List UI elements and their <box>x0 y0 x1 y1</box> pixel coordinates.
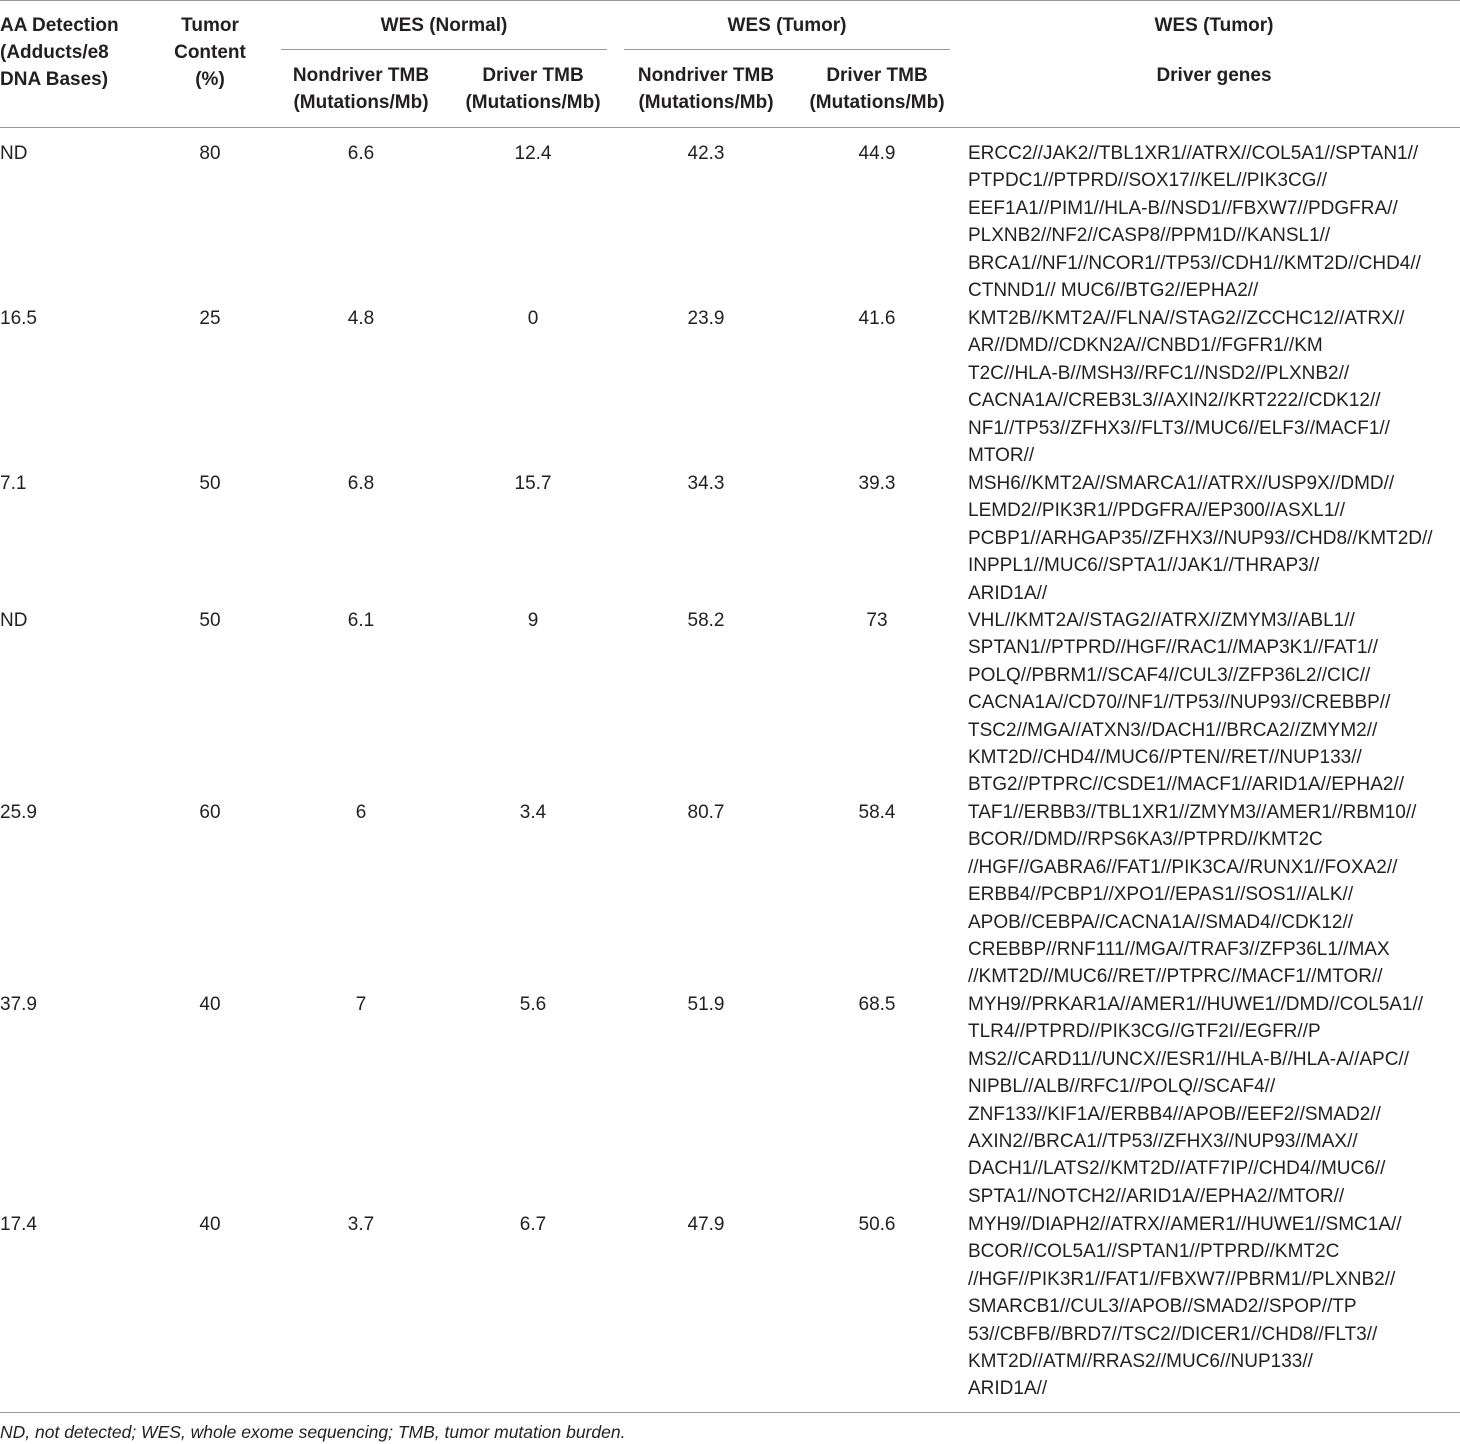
gene-line: TSC2//MGA//ATXN3//DACH1//BRCA2//ZMYM2// <box>968 719 1378 741</box>
cell-driver-genes <box>968 991 1460 1210</box>
gene-line: TAF1//ERBB3//TBL1XR1//ZMYM3//AMER1//RBM10// <box>968 802 1417 823</box>
cell-tumor-content: 25 <box>199 308 221 329</box>
gene-line: APOB//CEBPA//CACNA1A//SMAD4//CDK12// <box>968 911 1354 933</box>
gene-line: 53//CBFB//BRD7//TSC2//DICER1//CHD8//FLT3// <box>968 1323 1378 1345</box>
cell-normal-nondriver-tmb: 7 <box>355 994 367 1015</box>
gene-line: MTOR// <box>968 445 1035 467</box>
group-rule-normal <box>281 49 607 50</box>
gene-line: BCOR//COL5A1//SPTAN1//PTPRD//KMT2C <box>968 1241 1340 1263</box>
table-top-rule <box>0 0 1460 1</box>
cell-normal-driver-tmb: 3.4 <box>519 802 547 823</box>
gene-line: ARID1A// <box>968 582 1048 604</box>
gene-line: BRCA1//NF1//NCOR1//TP53//CDH1//KMT2D//CHD4// <box>968 252 1421 274</box>
cell-aa-detection: ND <box>0 143 28 164</box>
cell-tumor-nondriver-tmb: 58.2 <box>687 610 725 631</box>
cell-tumor-content: 80 <box>199 143 221 164</box>
cell-tumor-nondriver-tmb: 23.9 <box>687 308 725 329</box>
gene-line: ARID1A// <box>968 1378 1048 1400</box>
gene-line: T2C//HLA-B//MSH3//RFC1//NSD2//PLXNB2// <box>968 362 1350 384</box>
gene-line: SMARCB1//CUL3//APOB//SMAD2//SPOP//TP <box>968 1296 1357 1318</box>
table-footnote: ND, not detected; WES, whole exome sequencing; TMB, tumor mutation burden. <box>0 1422 626 1442</box>
cell-aa-detection: 25.9 <box>0 802 37 823</box>
header-bottom-rule <box>0 127 1460 128</box>
gene-line: CACNA1A//CREB3L3//AXIN2//KRT222//CDK12// <box>968 390 1381 412</box>
group-rule-tumor <box>624 49 950 50</box>
gene-line: AR//DMD//CDKN2A//CNBD1//FGFR1//KM <box>968 335 1323 357</box>
gene-line: KMT2B//KMT2A//FLNA//STAG2//ZCCHC12//ATRX// <box>968 308 1405 329</box>
cell-normal-driver-tmb: 5.6 <box>519 994 547 1015</box>
cell-aa-detection: 16.5 <box>0 308 37 329</box>
cell-tumor-content: 60 <box>199 802 221 823</box>
cell-normal-driver-tmb: 6.7 <box>519 1214 547 1235</box>
cell-tumor-nondriver-tmb: 47.9 <box>687 1214 725 1235</box>
cell-tumor-driver-tmb: 44.9 <box>858 143 896 164</box>
cell-normal-driver-tmb: 12.4 <box>514 143 552 164</box>
gene-line: ERCC2//JAK2//TBL1XR1//ATRX//COL5A1//SPTAN1// <box>968 143 1419 164</box>
gene-line: MYH9//DIAPH2//ATRX//AMER1//HUWE1//SMC1A// <box>968 1214 1402 1235</box>
cell-tumor-content: 50 <box>199 610 221 631</box>
gene-line: SPTA1//NOTCH2//ARID1A//EPHA2//MTOR// <box>968 1185 1345 1207</box>
cell-aa-detection: ND <box>0 610 28 631</box>
gene-line: INPPL1//MUC6//SPTA1//JAK1//THRAP3// <box>968 555 1320 577</box>
gene-line: CTNND1// MUC6//BTG2//EPHA2// <box>968 280 1259 302</box>
cell-normal-driver-tmb: 9 <box>527 610 539 631</box>
gene-line: LEMD2//PIK3R1//PDGFRA//EP300//ASXL1// <box>968 500 1345 522</box>
gene-line: VHL//KMT2A//STAG2//ATRX//ZMYM3//ABL1// <box>968 610 1355 631</box>
gene-line: SPTAN1//PTPRD//HGF//RAC1//MAP3K1//FAT1// <box>968 637 1379 659</box>
cell-normal-nondriver-tmb: 6.6 <box>347 143 375 164</box>
gene-line: BTG2//PTPRC//CSDE1//MACF1//ARID1A//EPHA2// <box>968 774 1405 796</box>
cell-aa-detection: 17.4 <box>0 1214 37 1235</box>
gene-line: //KMT2D//MUC6//RET//PTPRC//MACF1//MTOR// <box>968 966 1383 988</box>
gene-line: EEF1A1//PIM1//HLA-B//NSD1//FBXW7//PDGFRA// <box>968 197 1398 219</box>
cell-tumor-driver-tmb: 73 <box>866 610 888 631</box>
cell-normal-driver-tmb: 15.7 <box>514 473 552 494</box>
cell-normal-nondriver-tmb: 6 <box>355 802 367 823</box>
cell-tumor-content: 40 <box>199 1214 221 1235</box>
header-group-wes-tumor-genes: WES (Tumor) <box>1154 15 1274 36</box>
gene-line: MSH6//KMT2A//SMARCA1//ATRX//USP9X//DMD// <box>968 473 1395 494</box>
header-group-wes-normal: WES (Normal) <box>380 15 508 36</box>
gene-line: PCBP1//ARHGAP35//ZFHX3//NUP93//CHD8//KMT2D// <box>968 527 1433 549</box>
gene-line: CACNA1A//CD70//NF1//TP53//NUP93//CREBBP// <box>968 692 1391 714</box>
cell-driver-genes <box>968 607 1460 799</box>
header-driver-genes: Driver genes <box>1156 65 1272 86</box>
cell-tumor-driver-tmb: 68.5 <box>858 994 896 1015</box>
cell-driver-genes <box>968 140 1460 304</box>
cell-tumor-driver-tmb: 58.4 <box>858 802 896 823</box>
cell-normal-nondriver-tmb: 3.7 <box>347 1214 375 1235</box>
gene-line: NIPBL//ALB//RFC1//POLQ//SCAF4// <box>968 1076 1276 1098</box>
header-group-wes-tumor: WES (Tumor) <box>727 15 847 36</box>
header-aa-detection: AA Detection (Adducts/e8 DNA Bases) <box>0 15 119 90</box>
cell-tumor-nondriver-tmb: 34.3 <box>687 473 725 494</box>
gene-line: ZNF133//KIF1A//ERBB4//APOB//EEF2//SMAD2// <box>968 1103 1381 1125</box>
header-normal-driver-tmb: Driver TMB (Mutations/Mb) <box>465 65 601 113</box>
header-normal-nondriver-tmb: Nondriver TMB (Mutations/Mb) <box>292 65 430 113</box>
cell-driver-genes <box>968 470 1460 607</box>
gene-line: KMT2D//ATM//RRAS2//MUC6//NUP133// <box>968 1351 1313 1373</box>
gene-line: MS2//CARD11//UNCX//ESR1//HLA-B//HLA-A//APC// <box>968 1048 1409 1070</box>
cell-tumor-nondriver-tmb: 80.7 <box>687 802 725 823</box>
cell-driver-genes <box>968 1211 1460 1403</box>
gene-line: //HGF//GABRA6//FAT1//PIK3CA//RUNX1//FOXA2// <box>968 856 1398 878</box>
cell-normal-nondriver-tmb: 6.8 <box>347 473 375 494</box>
cell-tumor-content: 40 <box>199 994 221 1015</box>
cell-tumor-driver-tmb: 41.6 <box>858 308 896 329</box>
gene-line: AXIN2//BRCA1//TP53//ZFHX3//NUP93//MAX// <box>968 1131 1358 1153</box>
gene-line: PTPDC1//PTPRD//SOX17//KEL//PIK3CG// <box>968 170 1328 192</box>
cell-tumor-driver-tmb: 50.6 <box>858 1214 896 1235</box>
cell-aa-detection: 37.9 <box>0 994 37 1015</box>
cell-tumor-nondriver-tmb: 42.3 <box>687 143 725 164</box>
cell-tumor-driver-tmb: 39.3 <box>858 473 896 494</box>
cell-driver-genes <box>968 305 1460 469</box>
header-tumor-nondriver-tmb: Nondriver TMB (Mutations/Mb) <box>637 65 775 113</box>
table-bottom-rule <box>0 1412 1460 1413</box>
cell-tumor-content: 50 <box>199 473 221 494</box>
header-tumor-driver-tmb: Driver TMB (Mutations/Mb) <box>809 65 945 113</box>
cell-normal-nondriver-tmb: 6.1 <box>347 610 375 631</box>
gene-line: DACH1//LATS2//KMT2D//ATF7IP//CHD4//MUC6// <box>968 1158 1386 1180</box>
gene-line: BCOR//DMD//RPS6KA3//PTPRD//KMT2C <box>968 829 1323 851</box>
gene-line: PLXNB2//NF2//CASP8//PPM1D//KANSL1// <box>968 225 1331 247</box>
header-tumor-content: Tumor Content (%) <box>174 15 246 90</box>
cell-normal-nondriver-tmb: 4.8 <box>347 308 375 329</box>
gene-line: MYH9//PRKAR1A//AMER1//HUWE1//DMD//COL5A1// <box>968 994 1424 1015</box>
cell-driver-genes <box>968 799 1460 991</box>
cell-aa-detection: 7.1 <box>0 473 27 494</box>
gene-line: TLR4//PTPRD//PIK3CG//GTF2I//EGFR//P <box>968 1021 1321 1043</box>
gene-line: POLQ//PBRM1//SCAF4//CUL3//ZFP36L2//CIC// <box>968 664 1371 686</box>
gene-line: ERBB4//PCBP1//XPO1//EPAS1//SOS1//ALK// <box>968 884 1354 906</box>
gene-line: KMT2D//CHD4//MUC6//PTEN//RET//NUP133// <box>968 747 1362 769</box>
gene-line: CREBBP//RNF111//MGA//TRAF3//ZFP36L1//MAX <box>968 939 1390 961</box>
cell-normal-driver-tmb: 0 <box>527 308 539 329</box>
gene-line: //HGF//PIK3R1//FAT1//FBXW7//PBRM1//PLXNB2// <box>968 1268 1396 1290</box>
cell-tumor-nondriver-tmb: 51.9 <box>687 994 725 1015</box>
gene-line: NF1//TP53//ZFHX3//FLT3//MUC6//ELF3//MACF1// <box>968 417 1390 439</box>
